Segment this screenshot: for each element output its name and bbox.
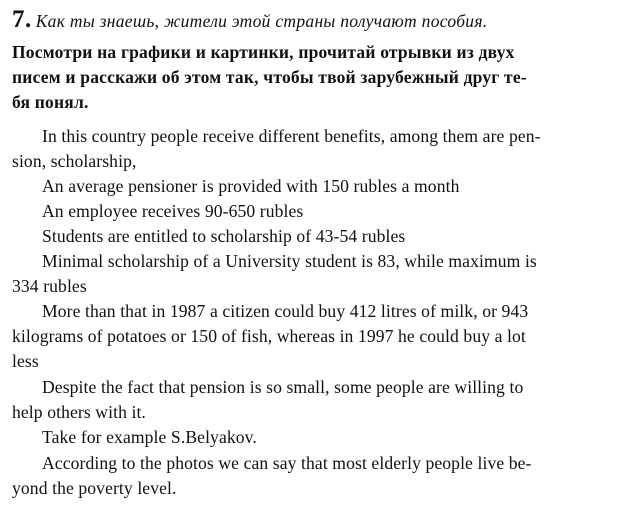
answer-line-5: Students are entitled to scholarship of 43-54 rubles [42, 226, 406, 246]
answer-line-1: In this country people receive different benefits, among them are pen- [42, 126, 541, 146]
task-instruction-line-1: Посмотри на графики и картинки, прочитай отрывки из двух [12, 42, 515, 62]
task-number: 7. [12, 6, 32, 33]
answer-line-9: kilograms of potatoes or 150 of fish, whereas in 1997 he could buy a lot [12, 326, 526, 346]
answer-line-14: According to the photos we can say that most elderly people live be- [42, 453, 532, 473]
answer-line-3: An average pensioner is provided with 150 rubles a month [42, 176, 460, 196]
answer-line-12: help others with it. [12, 402, 146, 422]
answer-line-8: More than that in 1987 a citizen could buy 412 litres of milk, or 943 [42, 301, 529, 321]
answer-line-15: yond the poverty level. [12, 478, 177, 498]
task-instruction-line-2: писем и расскажи об этом так, чтобы твой зарубежный друг те- [12, 67, 527, 87]
answer-line-13: Take for example S.Belyakov. [42, 427, 257, 447]
task-intro: Как ты знаешь, жители этой страны получают пособия. [35, 11, 488, 31]
task-header [12, 6, 487, 34]
answer-line-4: An employee receives 90-650 rubles [42, 201, 304, 221]
answer-line-10: less [12, 351, 39, 371]
answer-line-2: sion, scholarship, [12, 151, 137, 171]
answer-line-7: 334 rubles [12, 276, 87, 296]
task-instruction-line-3: бя понял. [12, 92, 89, 112]
answer-line-6: Minimal scholarship of a University student is 83, while maximum is [42, 251, 537, 271]
answer-line-11: Despite the fact that pension is so small, some people are willing to [42, 377, 524, 397]
